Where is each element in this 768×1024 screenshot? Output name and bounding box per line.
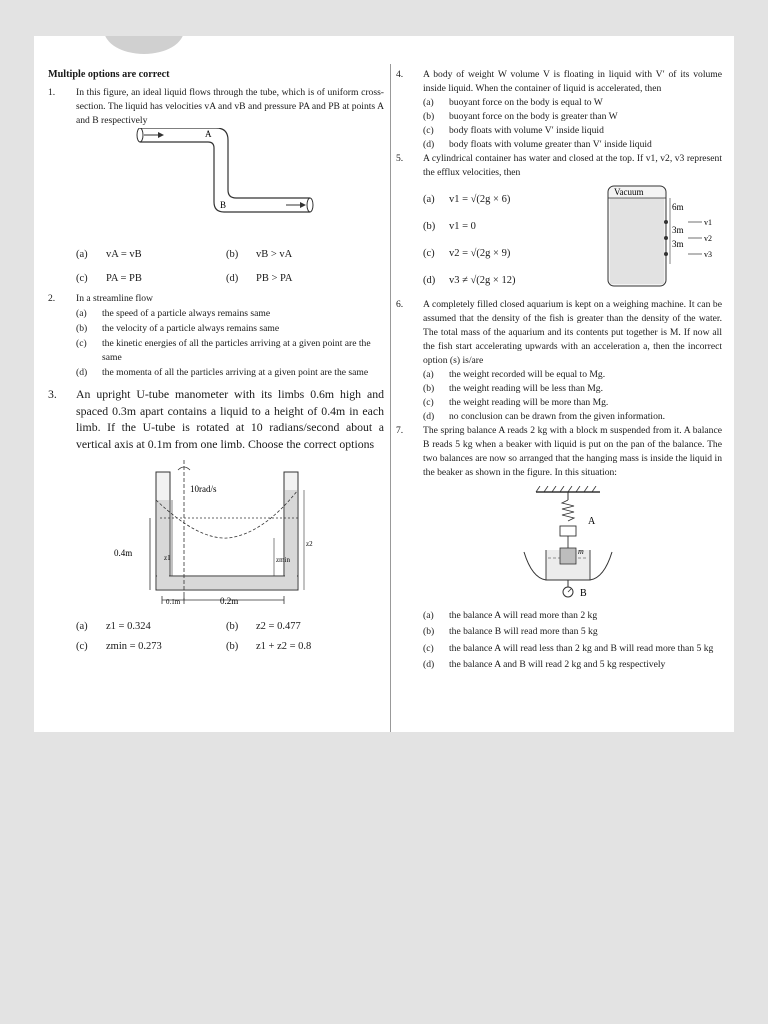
u-tube-manometer-diagram — [48, 460, 384, 618]
question-text: The spring balance A reads 2 kg with a block m suspended from it. A balance B reads 5 kg when a beaker with liquid is put on the pan of the balance. The two balances are now so arranged that the hanging mass is inside the liquid in the beaker as shown in the figure. In this situation: — [423, 425, 722, 478]
question-text: An upright U-tube manometer with its limbs 0.6m high and spaced 0.3m apart contains a liquid to a height of 0.4m in each limb. If the U-tube is rotated at 10 radians/second about a vertical axis at 0.1m from one limb. Choose the correct options — [76, 387, 384, 451]
question-4 — [396, 68, 722, 96]
z1-label: z1 — [164, 554, 171, 563]
option: (b) the weight reading will be less than Mg. — [423, 383, 604, 394]
option: (c) body floats with volume V′ inside liquid — [423, 125, 604, 136]
spring-balance-diagram — [396, 486, 722, 604]
question-number: 3. — [48, 387, 57, 401]
question-6 — [396, 298, 722, 368]
option: (d) PB > PA — [226, 273, 293, 284]
option: (a) the speed of a particle always remains same — [76, 308, 271, 319]
column-divider — [390, 64, 391, 732]
q1-options — [48, 248, 384, 286]
zmin-label: zmin — [276, 556, 290, 565]
label-b: B — [220, 200, 227, 210]
block-m-label: m — [578, 547, 584, 556]
option: (b) the balance B will read more than 5 kg — [423, 626, 598, 637]
option: (d) no conclusion can be drawn from the given information. — [423, 411, 666, 422]
option: (b) buoyant force on the body is greater than W — [423, 111, 618, 122]
balance-b-label: B — [580, 588, 587, 599]
left-column — [48, 68, 384, 654]
height-3m-label-2: 3m — [672, 239, 684, 249]
worksheet-page — [34, 36, 734, 732]
question-number: 6. — [396, 299, 404, 310]
question-3 — [48, 386, 384, 452]
omega-label: 10rad/s — [190, 484, 217, 495]
q5-options — [423, 186, 593, 294]
option: (c) zmin = 0.273 — [76, 641, 162, 653]
label-a: A — [205, 129, 212, 139]
container-diagram — [604, 184, 722, 288]
question-text: A cylindrical container has water and closed at the top. If v1, v2, v3 represent the efflux velocities, then — [423, 153, 722, 178]
q5-block — [396, 184, 722, 290]
option: (a) z1 = 0.324 — [76, 621, 151, 633]
question-number: 1. — [48, 87, 56, 98]
option: (a) buoyant force on the body is equal to W — [423, 97, 603, 108]
v2-label: v2 — [704, 234, 712, 243]
option: (c) the kinetic energies of all the particles arriving at a given point are the same — [76, 338, 371, 363]
question-1 — [48, 86, 384, 128]
option: (b) the velocity of a particle always remains same — [76, 323, 280, 334]
bent-tube-diagram — [48, 128, 384, 246]
question-number: 7. — [396, 425, 404, 436]
option: (c) v2 = √(2g × 9) — [423, 248, 511, 259]
height-6m-label: 6m — [672, 202, 684, 212]
height-label: 0.4m — [114, 548, 133, 559]
option: (b) z1 + z2 = 0.8 — [226, 641, 312, 653]
question-text: In this figure, an ideal liquid flows through the tube, which is of uniform cross-section. The liquid has velocities vA and vB and pressure PA and PB at points A and B respectively — [76, 87, 384, 126]
question-text: A body of weight W volume V is floating in liquid with V′ of its volume inside liquid. When the container of liquid is accelerated, then — [423, 69, 722, 94]
option: (b) v1 = 0 — [423, 221, 476, 232]
d2-label: 0.2m — [220, 596, 239, 607]
option: (c) PA = PB — [76, 273, 142, 284]
question-number: 5. — [396, 153, 404, 164]
question-2 — [48, 292, 384, 306]
question-5 — [396, 152, 722, 180]
option: (c) the weight reading will be more than Mg. — [423, 397, 609, 408]
question-number: 4. — [396, 69, 404, 80]
balance-a-label: A — [588, 516, 596, 527]
option: (d) v3 ≠ √(2g × 12) — [423, 275, 516, 286]
d1-label: 0.1m — [166, 598, 181, 607]
q7-figure — [396, 486, 722, 604]
option: (c) the balance A will read less than 2 kg and B will read more than 5 kg — [423, 643, 714, 654]
option: (b) z2 = 0.477 — [226, 621, 301, 633]
option: (d) the momenta of all the particles arriving at a given point are the same — [76, 367, 369, 378]
option: (a) the weight recorded will be equal to Mg. — [423, 369, 606, 380]
q1-figure — [48, 128, 384, 246]
question-text: In a streamline flow — [76, 293, 153, 304]
z2-label: z2 — [306, 540, 313, 549]
question-number: 2. — [48, 293, 56, 304]
option: (b) vB > vA — [226, 249, 293, 260]
v1-label: v1 — [704, 218, 712, 227]
q3-figure — [48, 460, 384, 618]
question-7 — [396, 424, 722, 480]
q3-options — [48, 620, 384, 654]
option: (a) v1 = √(2g × 6) — [423, 194, 511, 205]
height-3m-label-1: 3m — [672, 225, 684, 235]
option: (a) the balance A will read more than 2 kg — [423, 610, 598, 621]
option: (a) vA = vB — [76, 249, 142, 260]
section-heading: Multiple options are correct — [48, 69, 170, 80]
right-column — [396, 68, 722, 673]
option: (d) body floats with volume greater than V′ inside liquid — [423, 139, 652, 150]
v3-label: v3 — [704, 250, 712, 259]
vacuum-label: Vacuum — [614, 187, 644, 197]
option: (d) the balance A and B will read 2 kg and 5 kg respectively — [423, 659, 666, 670]
scan-shadow-arc — [104, 36, 184, 54]
question-text: A completely filled closed aquarium is kept on a weighing machine. It can be assumed that the density of the fish is greater than the density of the water. The total mass of the aquarium and its contents put together is M. If now all the fish start accelerating upwards with an acceleration a, then the incorrect option (s) is/are — [423, 299, 722, 366]
